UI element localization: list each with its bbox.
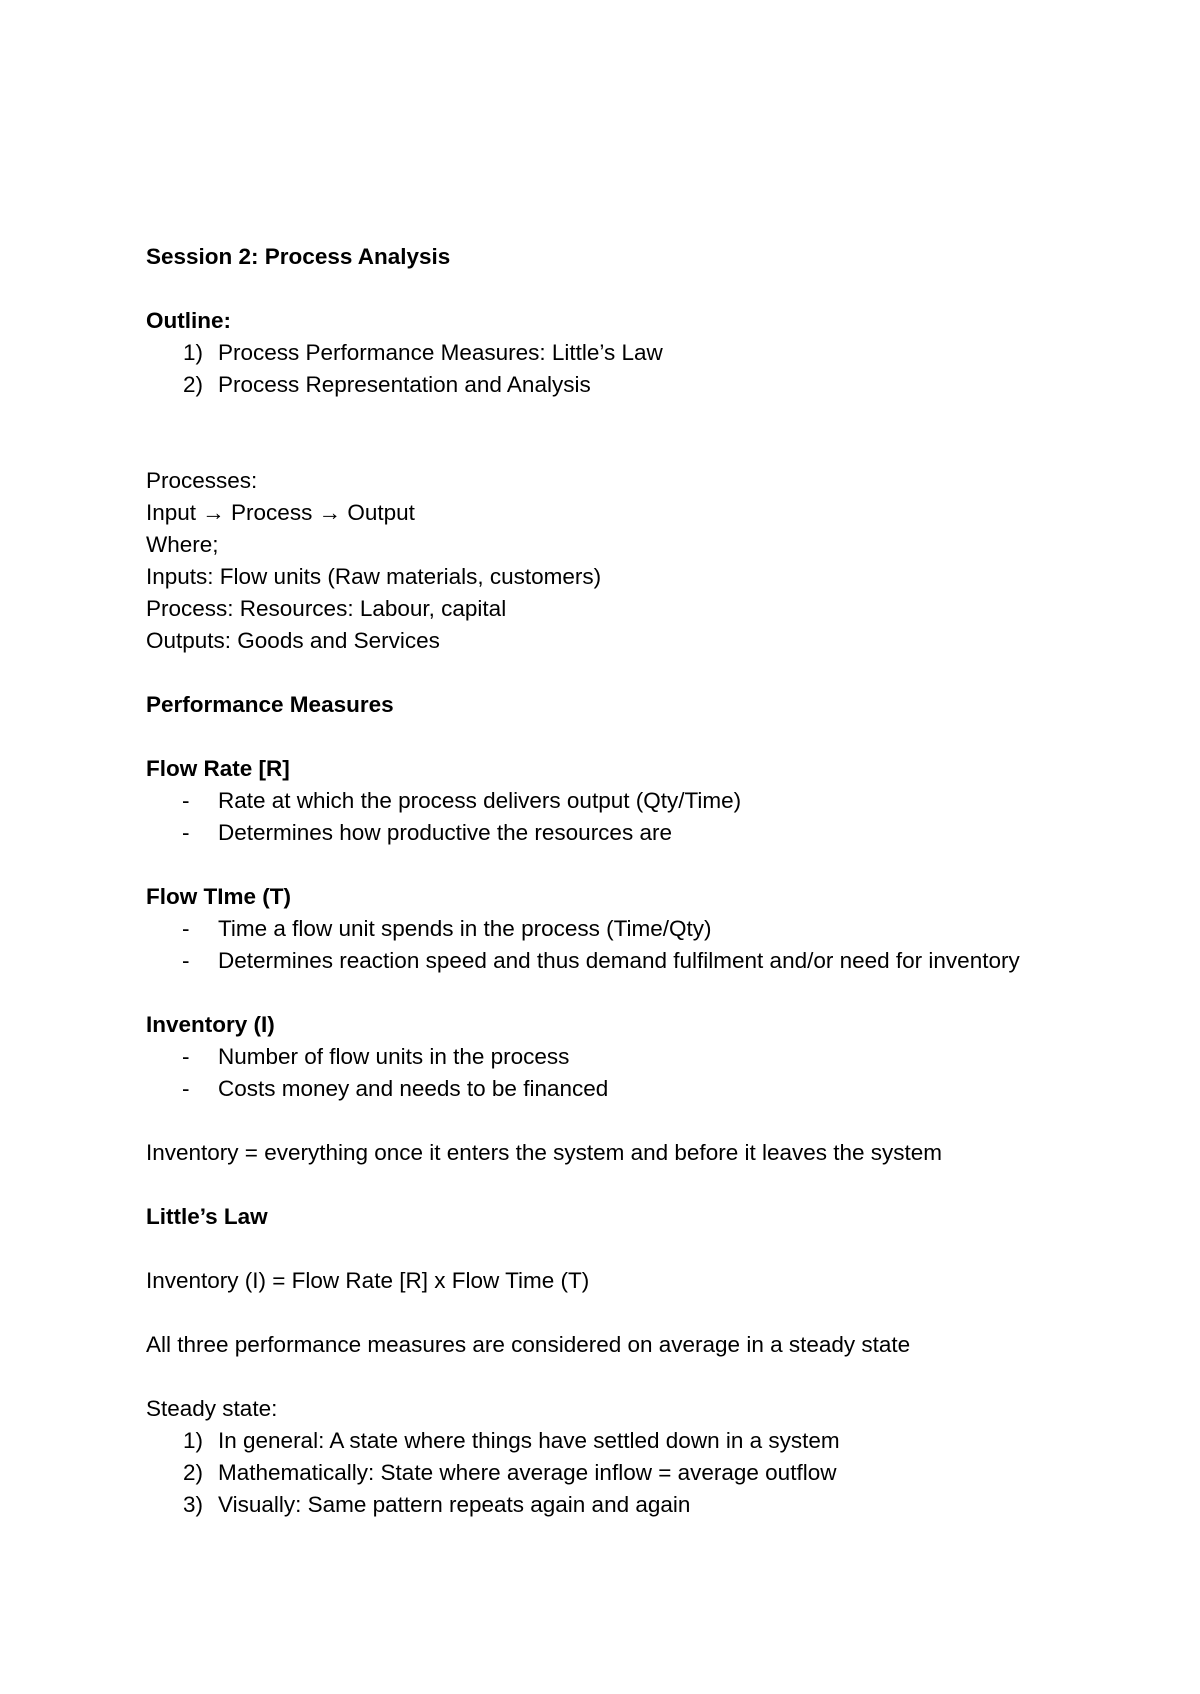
flow-rate-item	[146, 817, 1056, 849]
flow-time-item	[146, 945, 1056, 977]
bullet-dash: -	[182, 788, 190, 813]
where-label: Where;	[146, 532, 219, 557]
flow-time-item-text: Determines reaction speed and thus demand fulfilment and/or need for inventory	[218, 948, 1020, 973]
spacer	[146, 273, 1056, 305]
inventory-item	[146, 1041, 1056, 1073]
steady-state-heading: Steady state:	[146, 1396, 278, 1421]
flow-time-item-text: Time a flow unit spends in the process (Time/Qty)	[218, 916, 712, 941]
inventory-item	[146, 1073, 1056, 1105]
outline-item	[146, 337, 1056, 369]
outline-heading: Outline:	[146, 308, 231, 333]
bullet-dash: -	[182, 1076, 190, 1101]
spacer	[146, 401, 1056, 433]
list-number: 1)	[183, 1428, 204, 1453]
list-number: 1)	[183, 340, 204, 365]
performance-measures-heading: Performance Measures	[146, 692, 394, 717]
inputs-line: Inputs: Flow units (Raw materials, customers)	[146, 564, 602, 589]
littles-law-note: All three performance measures are considered on average in a steady state	[146, 1332, 911, 1357]
spacer	[146, 433, 1056, 465]
document-title: Session 2: Process Analysis	[146, 244, 451, 269]
steady-state-item	[146, 1489, 1056, 1521]
inventory-item-text: Number of flow units in the process	[218, 1044, 570, 1069]
processes-heading: Processes:	[146, 468, 258, 493]
outputs-line: Outputs: Goods and Services	[146, 628, 440, 653]
flow-rate-item-text: Rate at which the process delivers output (Qty/Time)	[218, 788, 742, 813]
list-number: 2)	[183, 1460, 204, 1485]
steady-state-item-text: Mathematically: State where average inflow = average outflow	[218, 1460, 837, 1485]
bullet-dash: -	[182, 1044, 190, 1069]
spacer	[146, 1169, 1056, 1201]
littles-law-formula: Inventory (I) = Flow Rate [R] x Flow Time (T)	[146, 1268, 590, 1293]
spacer	[146, 1233, 1056, 1265]
flow-rate-item-text: Determines how productive the resources are	[218, 820, 672, 845]
bullet-dash: -	[182, 916, 190, 941]
flow-time-heading: Flow TIme (T)	[146, 884, 291, 909]
flow-rate-item	[146, 785, 1056, 817]
outline-item	[146, 369, 1056, 401]
spacer	[146, 721, 1056, 753]
littles-law-heading: Little’s Law	[146, 1204, 268, 1229]
spacer	[146, 657, 1056, 689]
outline-item-text: Process Performance Measures: Little’s Law	[218, 340, 663, 365]
spacer	[146, 1105, 1056, 1137]
bullet-dash: -	[182, 948, 190, 973]
process-line: Process: Resources: Labour, capital	[146, 596, 507, 621]
inventory-definition: Inventory = everything once it enters the system and before it leaves the system	[146, 1140, 943, 1165]
spacer	[146, 977, 1056, 1009]
flow-time-item	[146, 913, 1056, 945]
list-number: 3)	[183, 1492, 204, 1517]
steady-state-item-text: Visually: Same pattern repeats again and again	[218, 1492, 691, 1517]
process-flow: Input → Process → Output	[146, 500, 415, 525]
outline-item-text: Process Representation and Analysis	[218, 372, 591, 397]
spacer	[146, 1297, 1056, 1329]
flow-rate-heading: Flow Rate [R]	[146, 756, 290, 781]
inventory-heading: Inventory (I)	[146, 1012, 275, 1037]
steady-state-item	[146, 1457, 1056, 1489]
spacer	[146, 1361, 1056, 1393]
list-number: 2)	[183, 372, 204, 397]
document-body	[146, 241, 1056, 1521]
inventory-item-text: Costs money and needs to be financed	[218, 1076, 609, 1101]
steady-state-item	[146, 1425, 1056, 1457]
steady-state-item-text: In general: A state where things have settled down in a system	[218, 1428, 840, 1453]
bullet-dash: -	[182, 820, 190, 845]
spacer	[146, 849, 1056, 881]
